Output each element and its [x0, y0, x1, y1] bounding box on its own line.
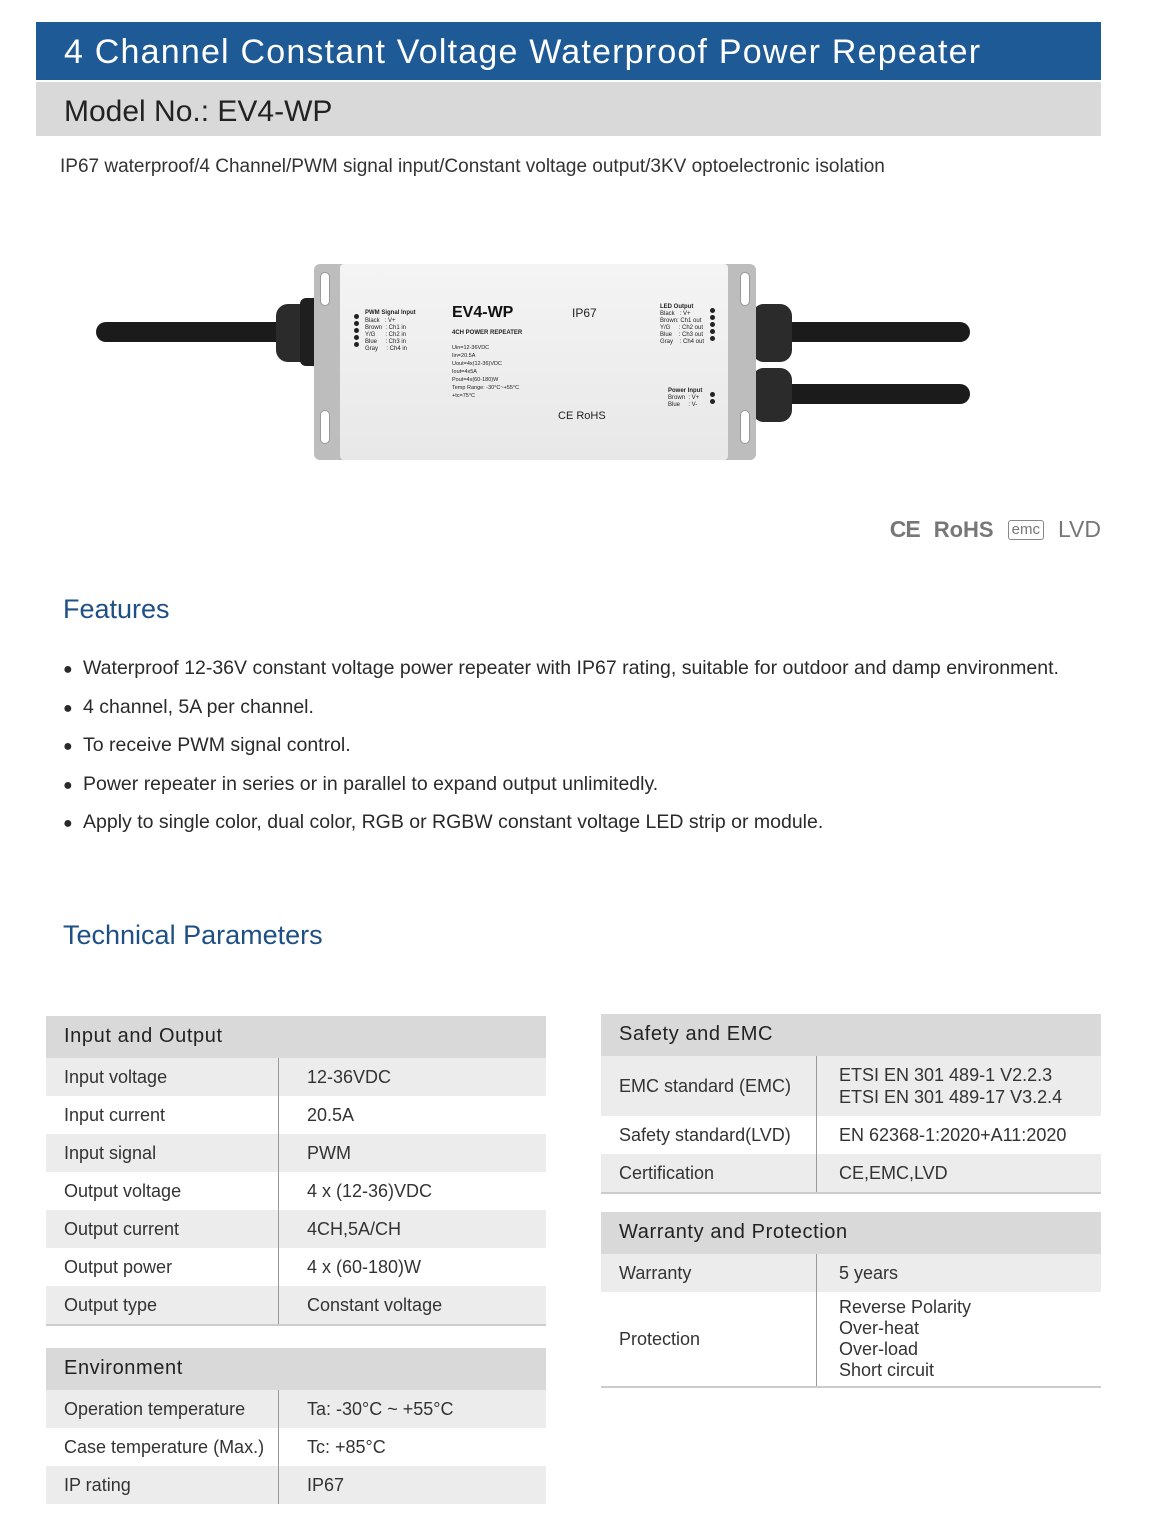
input-wire-dots [354, 314, 359, 349]
feature-item: ● To receive PWM signal control. [63, 734, 351, 756]
table-row: IP rating IP67 [46, 1466, 546, 1504]
table-row: Output voltage 4 x (12-36)VDC [46, 1172, 546, 1210]
table-row: Protection Reverse Polarity Over-heat Over-load Short circuit [601, 1292, 1101, 1386]
model-number: Model No.: EV4-WP [36, 82, 1101, 136]
mount-hole [320, 272, 330, 306]
features-list [63, 655, 1123, 848]
table-row: Safety standard(LVD) EN 62368-1:2020+A11:2020 [601, 1116, 1101, 1154]
feature-item: ● 4 channel, 5A per channel. [63, 695, 314, 718]
table-row: Output current 4CH,5A/CH [46, 1210, 546, 1248]
output-label-title: LED Output [660, 304, 694, 310]
device-cert: CE RoHS [558, 410, 606, 422]
certification-logos [890, 516, 1101, 543]
table-row: Input current 20.5A [46, 1096, 546, 1134]
input-label-title: PWM Signal Input [365, 310, 416, 316]
output-label-lines: Black : V+ Brown: Ch1 out Y/G : Ch2 out Blue : Ch3 out Gray : Ch4 out [660, 311, 705, 345]
input-output-table [46, 1016, 546, 1326]
mount-hole [740, 410, 750, 444]
table-row: Certification CE,EMC,LVD [601, 1154, 1101, 1192]
output-cable [770, 322, 970, 342]
features-title: Features [63, 594, 170, 624]
table-header: Warranty and Protection [601, 1212, 1101, 1254]
device-panel [340, 264, 728, 460]
emc-logo: emc [1008, 520, 1044, 540]
output-gland [752, 304, 792, 362]
safety-emc-table [601, 1014, 1101, 1194]
warranty-protection-table [601, 1212, 1101, 1388]
environment-table [46, 1348, 546, 1504]
table-header: Environment [46, 1348, 546, 1390]
power-label-title: Power Input [668, 388, 703, 394]
device-subtitle: 4CH POWER REPEATER [452, 330, 523, 336]
power-cable [770, 384, 970, 404]
product-subtitle: IP67 waterproof/4 Channel/PWM signal input/Constant voltage output/3KV optoelectronic isolation [60, 156, 885, 177]
device-specs: Uin=12-36VDC Iin=20.5A Uout=4x(12-36)VDC Iout=4x5A Pout=4x(60-180)W Temp Range: -30°C~+55°C +tc=75°C [452, 345, 520, 399]
table-header: Safety and EMC [601, 1014, 1101, 1056]
table-row: Input voltage 12-36VDC [46, 1058, 546, 1096]
table-row: Output power 4 x (60-180)W [46, 1248, 546, 1286]
table-row: Input signal PWM [46, 1134, 546, 1172]
tech-params-title: Technical Parameters [63, 920, 323, 950]
input-label-lines: Black : V+ Brown : Ch1 in Y/G : Ch2 in Blue : Ch3 in Gray : Ch4 in [365, 318, 408, 352]
ce-logo: CE [889, 516, 920, 542]
feature-item: ● Waterproof 12-36V constant voltage power repeater with IP67 rating, suitable for outdoor and damp environment. [63, 657, 1059, 679]
lvd-logo: LVD [1057, 516, 1101, 542]
table-row: Output type Constant voltage [46, 1286, 546, 1324]
mount-hole [320, 410, 330, 444]
table-row: EMC standard (EMC) ETSI EN 301 489-1 V2.2.3 ETSI EN 301 489-17 V3.2.4 [601, 1056, 1101, 1116]
rohs-logo: RoHS [933, 516, 994, 542]
power-wire-dots [710, 392, 715, 406]
device-ip: IP67 [572, 306, 597, 320]
output-wire-dots [710, 308, 715, 343]
feature-item: ● Apply to single color, dual color, RGB or RGBW constant voltage LED strip or module. [63, 811, 824, 833]
table-row: Case temperature (Max.) Tc: +85°C [46, 1428, 546, 1466]
product-image [0, 250, 1151, 480]
feature-item: ● Power repeater in series or in parallel to expand output unlimitedly. [63, 772, 659, 795]
table-header: Input and Output [46, 1016, 546, 1058]
power-label-lines: Brown : V+ Blue : V- [668, 395, 700, 408]
page-title: 4 Channel Constant Voltage Waterproof Power Repeater [36, 22, 1101, 80]
table-row: Warranty 5 years [601, 1254, 1101, 1292]
device-model: EV4-WP [452, 304, 514, 321]
input-cable [96, 322, 296, 342]
table-row: Operation temperature Ta: -30°C ~ +55°C [46, 1390, 546, 1428]
power-gland [752, 368, 792, 422]
mount-hole [740, 272, 750, 306]
